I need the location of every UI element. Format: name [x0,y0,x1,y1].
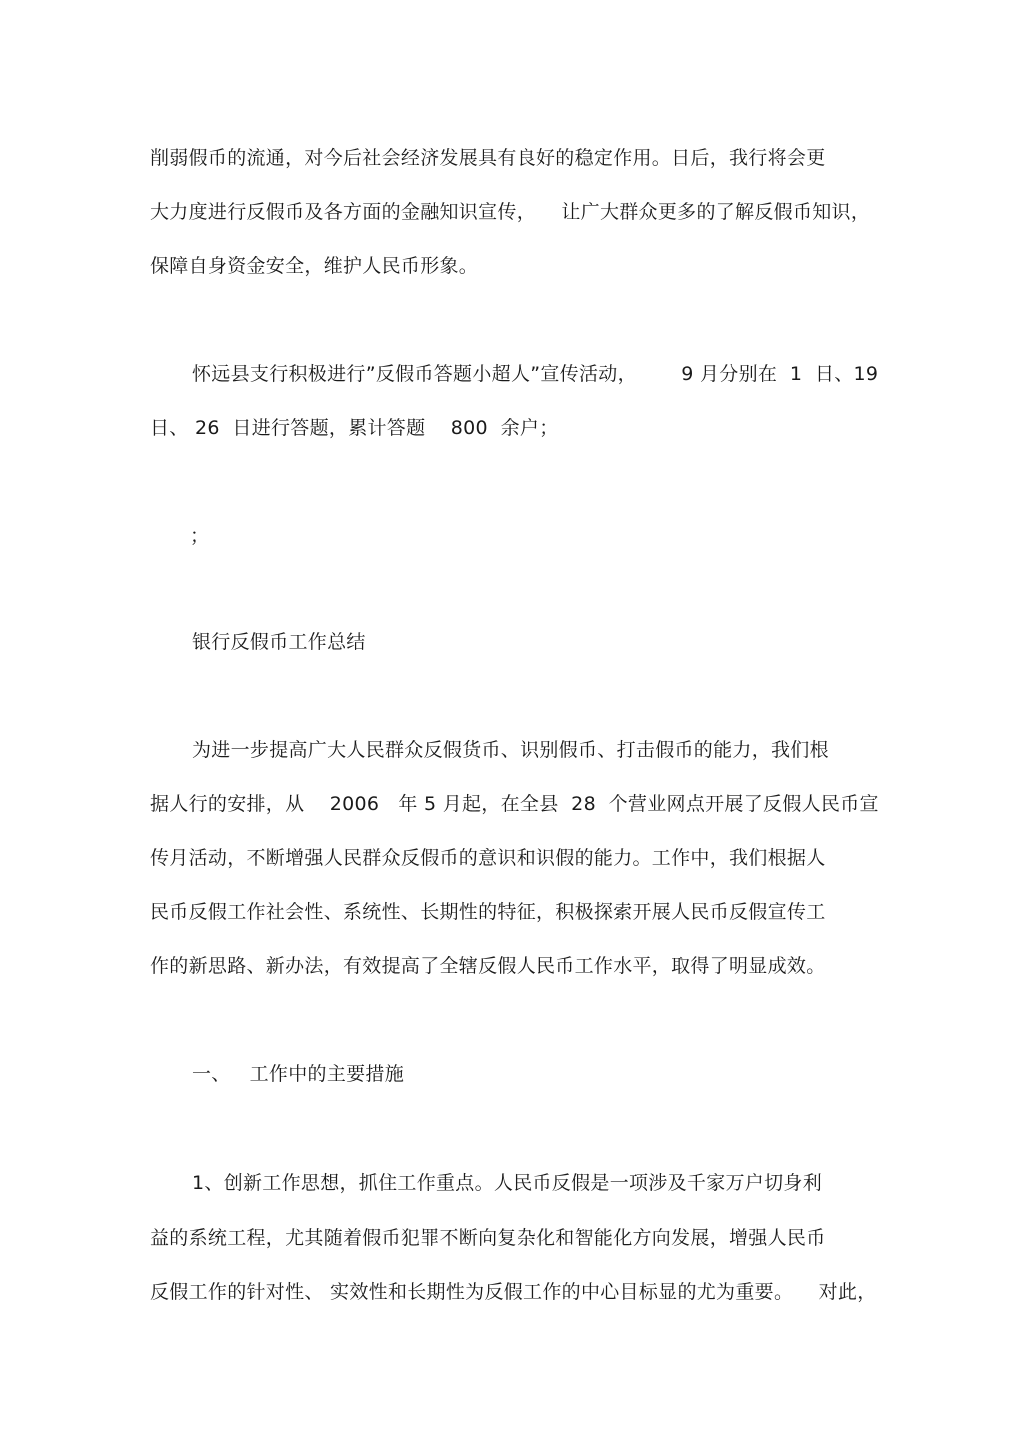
body-text-line: 1、创新工作思想，抓住工作重点。人民币反假是一项涉及千家万户切身利 [192,1172,822,1194]
body-text-line: 传月活动，不断增强人民群众反假币的意识和识假的能力。工作中，我们根据人 [150,847,826,869]
body-text-line: ； [190,525,210,547]
body-text-line: 怀远县支行积极进行”反假币答题小超人”宣传活动， 9 月分别在 1 日、19 [192,363,879,385]
body-text-line: 削弱假币的流通，对今后社会经济发展具有良好的稳定作用。日后，我行将会更 [150,147,826,169]
body-text-line: 日、 26 日进行答题，累计答题 800 余户； [150,417,559,439]
section-heading: 一、 工作中的主要措施 [192,1063,405,1085]
section-title: 银行反假币工作总结 [192,631,366,653]
body-text-line: 民币反假工作社会性、系统性、长期性的特征，积极探索开展人民币反假宣传工 [150,901,826,923]
body-text-line: 作的新思路、新办法，有效提高了全辖反假人民币工作水平，取得了明显成效。 [150,955,826,977]
body-text-line: 保障自身资金安全，维护人民币形象。 [150,255,479,277]
body-text-line: 为进一步提高广大人民群众反假货币、识别假币、打击假币的能力，我们根 [192,739,829,761]
body-text-line: 大力度进行反假币及各方面的金融知识宣传， 让广大群众更多的了解反假币知识， [150,201,871,223]
body-text-line: 反假工作的针对性、 实效性和长期性为反假工作的中心目标显的尤为重要。 对此， [150,1281,877,1303]
body-text-line: 据人行的安排，从 2006 年 5 月起，在全县 28 个营业网点开展了反假人民币宣 [150,793,879,815]
body-text-line: 益的系统工程，尤其随着假币犯罪不断向复杂化和智能化方向发展，增强人民币 [150,1227,826,1249]
